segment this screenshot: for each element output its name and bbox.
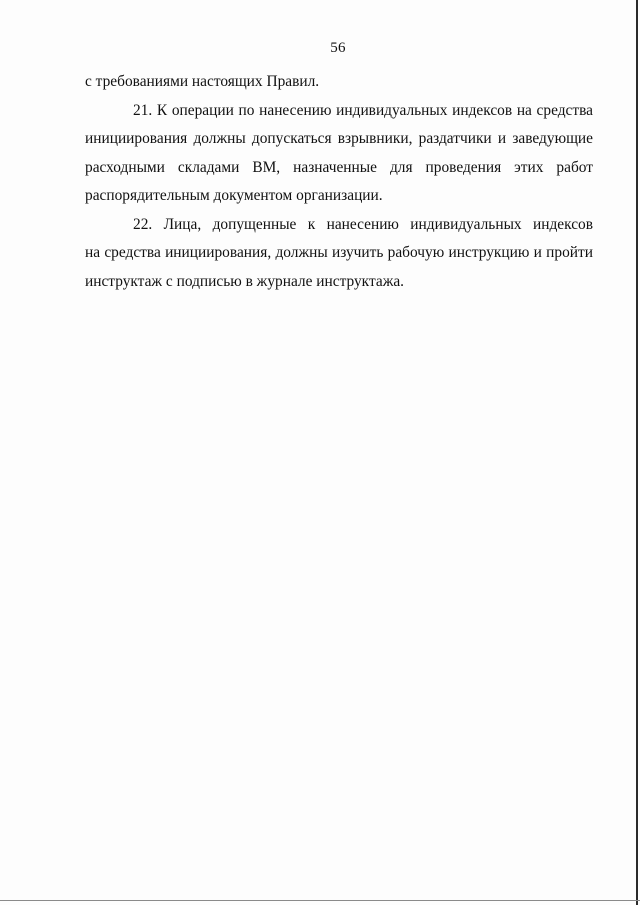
continuation-line: с требованиями настоящих Правил. (85, 73, 320, 90)
page-edge-shadow-right (636, 0, 638, 905)
paragraph-22-line-1: 22. Лица, допущенные к нанесению индивидуальных индексов (133, 215, 593, 233)
paragraph-21-line-2: инициирования должны допускаться взрывники, раздатчики и заведующие (85, 130, 593, 147)
paragraph-22 (85, 211, 593, 297)
paragraph-22-line-2: на средства инициирования, должны изучить рабочую инструкцию и пройти (85, 244, 593, 261)
paragraph-21-line-1: 21. К операции по нанесению индивидуальных индексов на средства (133, 101, 593, 119)
paragraph-21-line-3: расходными складами ВМ, назначенные для проведения этих работ (85, 158, 593, 176)
paragraph-22-line-3: инструктаж с подписью в журнале инструктажа. (85, 272, 405, 290)
paragraph-21 (85, 97, 593, 211)
page-edge-shadow-bottom (0, 900, 640, 901)
document-body (85, 68, 593, 296)
paragraph-21-line-4: распорядительным документом организации. (85, 187, 383, 204)
page-number: 56 (330, 40, 346, 56)
